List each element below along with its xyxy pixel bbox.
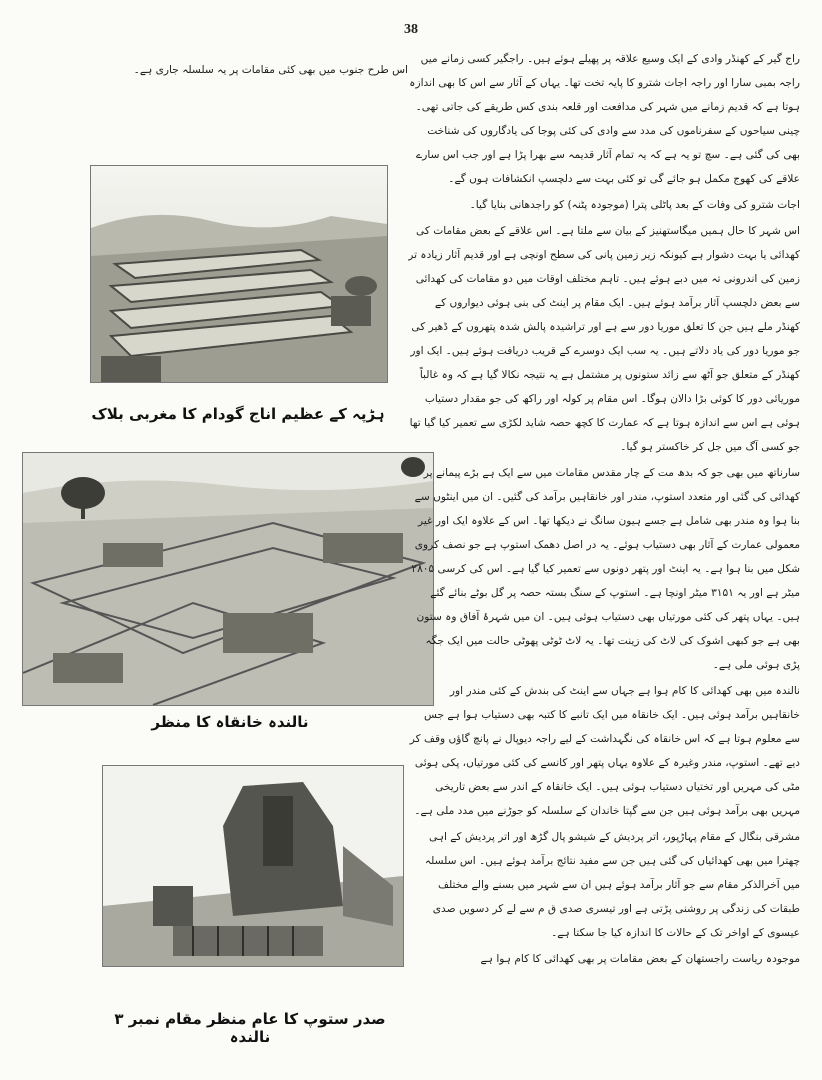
page-number: 38 — [404, 22, 418, 37]
nalanda-monastery-caption: نالندہ خانقاہ کا منظر — [151, 713, 309, 731]
left-intro-text — [128, 58, 408, 108]
harappa-caption: ہڑپہ کے عظیم اناج گودام کا مغربی بلاک — [91, 405, 385, 423]
paragraph-nalanda: نالندہ میں بھی کھدائی کا کام ہوا ہے جہاں سے اینٹ کی بندش کے کئی مندر اور خانقاہیں برآمد ہوئی ہیں۔ ایک خانقاہ میں ایک تانبے کا کتبہ بھی دستیاب ہوا ہے جس سے معلوم ہوتا ہے کہ اس خانقاہ کی نگہداشت کے لیے راجہ دیوپال نے پانچ گاؤں وقف کر دیے تھے۔ استوپ، مندر وغیرہ کے علاوہ یہاں پتھر اور کانسے کی کئی مورتیاں، پکی ہوئی مٹی کی مہریں اور تختیاں دستیاب ہوئی ہیں۔ ایک خانقاہ کے اندر سے بعض تاریخی مہریں بھی برآمد ہوئی ہیں جن سے گپتا خاندان کے سلسلہ کو جوڑنے میں مدد ملی ہے۔ — [409, 685, 800, 817]
paragraph-rajasthan: موجودہ ریاست راجستھان کے بعض مقامات پر بھی کھدائی کا کام ہوا ہے — [480, 953, 800, 965]
body-text-column — [408, 47, 800, 1067]
intro-line: اس طرح جنوب میں بھی کئی مقامات پر یہ سلسلہ جاری ہے۔ — [133, 64, 408, 76]
paragraph-ajatshatru: اجات شترو کی وفات کے بعد پاٹلی پترا (موجودہ پٹنہ) کو راجدھانی بنایا گیا۔ — [469, 199, 800, 211]
paragraph-bengal: مشرقی بنگال کے مقام پہاڑپور، اتر پردیش کے شیشو پال گڑھ اور اتر پردیش کے اہی چھترا میں بھی کھدائیاں کی گئی ہیں جن سے مفید نتائج برآمد ہوئے ہیں۔ اس سلسلہ میں آخرالذکر مقام سے جو آثار برآمد ہوئے ہیں ان سے شہر میں بسنے والے مختلف طبقات کی زندگی پر روشنی پڑتی ہے اور تیسری صدی ق م سے لے کر دسویں صدی عیسوی کے اواخر تک کے حالات کا اندازہ کیا جا سکتا ہے۔ — [424, 831, 800, 939]
nalanda-monastery-photo — [22, 452, 434, 706]
harappa-granary-photo — [90, 165, 388, 383]
nalanda-stupa-caption: صدر ستوپ کا عام منظر مقام نمبر ۳ نالندہ — [114, 1010, 386, 1046]
paragraph-rajgir: راج گیر کے کھنڈر وادی کے ایک وسیع علاقہ پر پھیلے ہوئے ہیں۔ راجگیر کسی زمانے میں راجہ بمبی سارا اور راجہ اجات شترو کا پایہ تخت تھا۔ یہاں کے آثار سے اس کا بھی اندازہ ہوتا ہے کہ قدیم زمانے میں شہر کی مدافعت اور قلعہ بندی کس طریقے کی جاتی تھی۔ چینی سیاحوں کے سفرناموں کی مدد سے وادی کی کئی پوجا کی یادگاروں کی شناخت بھی کی گئی ہے۔ سچ تو یہ ہے کہ یہ تمام آثار قدیمہ سے بھرا پڑا ہے اور جب اس سارے علاقے کی کھوج مکمل ہو جائے گی تو کئی بہت سے دلچسپ انکشافات ہوں گے۔ — [409, 53, 800, 185]
nalanda-stupa-photo — [102, 765, 404, 967]
paragraph-pataliputra: اس شہر کا حال ہمیں میگاستھنیز کے بیان سے ملتا ہے۔ اس علاقے کے بعض مقامات کی کھدائی یا بہت دشوار ہے کیونکہ زیر زمین پانی کی سطح اونچی ہے اور قدیم آثار زیادہ تر زمین کی اندرونی تہ میں دبے ہوئے ہیں۔ تاہم مختلف اوقات میں دو مقامات کی کھدائی سے بعض دلچسپ آثار برآمد ہوئے ہیں۔ ایک مقام پر اینٹ کی بنی ہوئی دیواروں کے کھنڈر ملے ہیں جن کا تعلق موریا دور سے ہے اور تراشیدہ پالش شدہ پتھروں کے ڈھیر کی جو موریا دور کی یاد دلاتے ہیں۔ یہ سب ایک دوسرے کے قریب دریافت ہوئے ہیں۔ ایک اور کھنڈر کے متعلق جو آٹھ سے زائد ستونوں پر مشتمل ہے یہ نتیجہ نکالا گیا ہے کہ وہ غالباً موریائی دور کا کوئی بڑا دالان ہوگا۔ اس مقام پر کولہ اور راکھ کی جو مقدار دستیاب ہوئی ہے اس سے اندازہ ہوتا ہے کہ عمارت کا کچھ حصہ شاید لکڑی سے تعمیر کیا گیا تھا جو کسی آگ میں جل کر خاکستر ہو گیا۔ — [408, 225, 800, 453]
paragraph-sarnath: سارناتھ میں بھی جو کہ بدھ مت کے چار مقدس مقامات میں سے ایک ہے بڑے پیمانے پر کھدائی کی گئی اور متعدد استوپ، مندر اور خانقاہیں برآمد کی گئیں۔ ان میں اینٹوں سے بنا ہوا وہ مندر بھی شامل ہے جسے ہیون سانگ نے دیکھا تھا۔ اس کے علاوہ ایک اور غیر معمولی عمارت کے آثار بھی دستیاب ہوئے۔ یہ در اصل دھمک استوپ ہے جو نصف کروی شکل میں بنا ہوا ہے۔ یہ اینٹ اور پتھر دونوں سے تعمیر کیا گیا ہے۔ اس کی کرسی ۲۸۰۵ میٹر ہے اور یہ ۳۱۵۱ میٹر اونچا ہے۔ استوپ کے سنگ بستہ حصہ پر گل بوٹے بنائے گئے ہیں۔ یہاں پتھر کی کئی مورتیاں بھی دستیاب ہوئی ہیں۔ ان میں شہرۂ آفاق وہ ستون بھی ہے جو کبھی اشوک کی لاٹ کی زینت تھا۔ یہ لاٹ ٹوٹی پھوٹی حالت میں ایک جگہ پڑی ہوئی ملی ہے۔ — [411, 467, 800, 671]
